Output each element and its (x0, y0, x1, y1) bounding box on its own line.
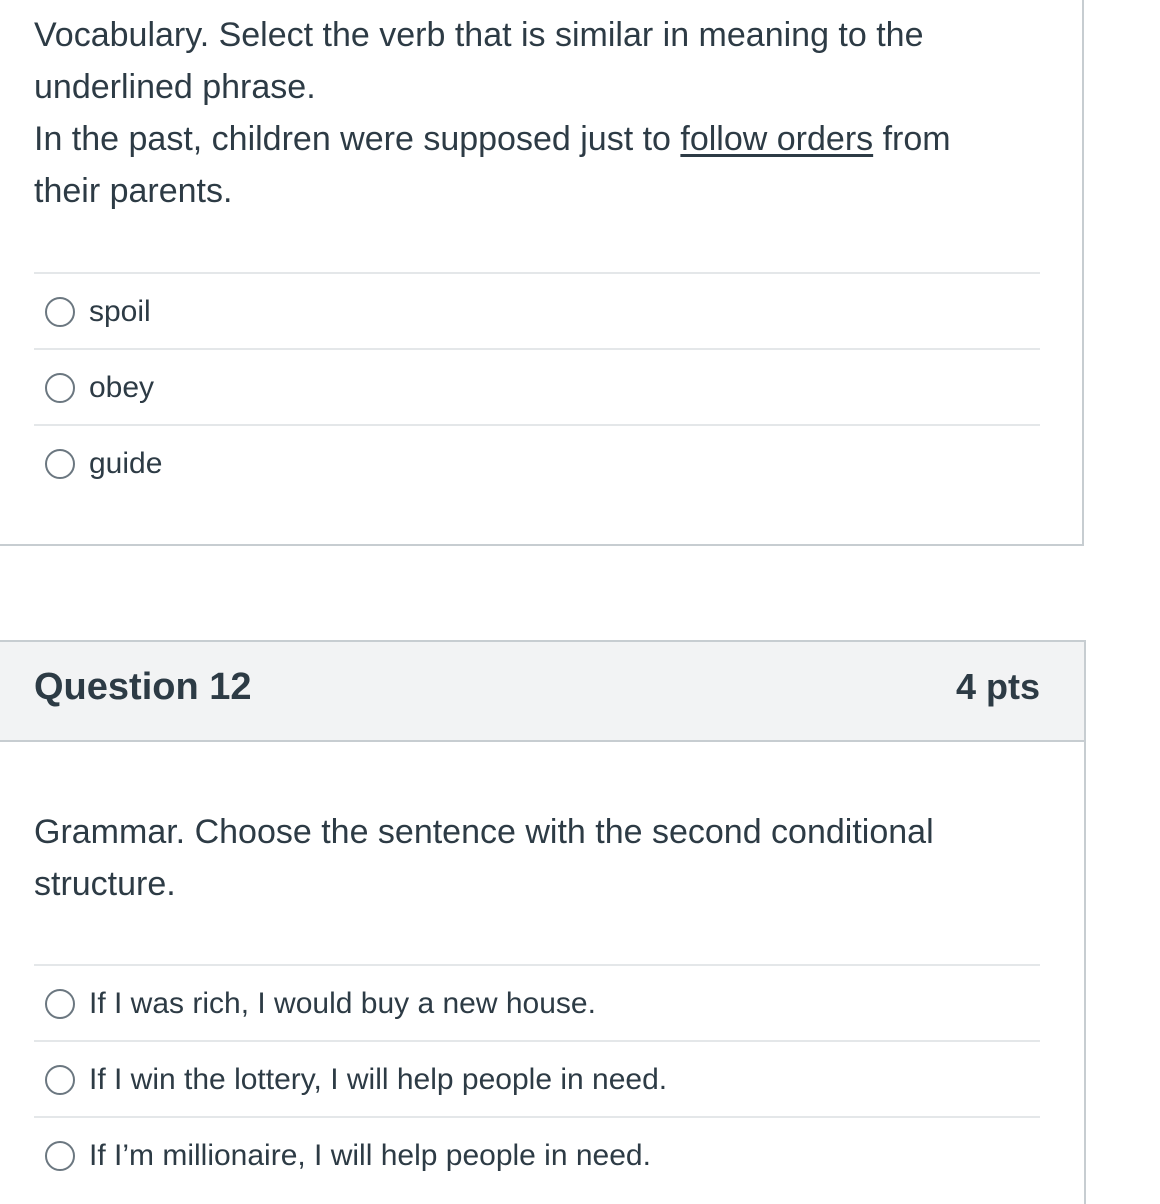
answer-label[interactable]: guide (89, 447, 163, 480)
question-points: 4 pts (955, 666, 1040, 707)
answer-label[interactable]: If I was rich, I would buy a new house. (89, 987, 596, 1020)
question-12-header (0, 642, 1084, 742)
question-title: Question 12 (34, 666, 252, 708)
answer-option-guide[interactable] (34, 424, 1040, 500)
answer-option-3[interactable] (34, 1116, 1040, 1192)
radio-button[interactable] (45, 1141, 75, 1171)
sentence-before: In the past, children were supposed just to (34, 120, 681, 158)
question-12-panel (0, 640, 1086, 1204)
radio-button[interactable] (45, 297, 75, 327)
question-11-text (34, 9, 994, 217)
radio-button[interactable] (45, 1065, 75, 1095)
question-11-panel (0, 0, 1084, 546)
answer-label[interactable]: obey (89, 371, 155, 404)
question-11-sentence (34, 113, 994, 217)
question-12-answers (34, 964, 1040, 1192)
answer-label[interactable]: If I win the lottery, I will help people in need. (89, 1063, 668, 1096)
answer-option-2[interactable] (34, 1040, 1040, 1116)
radio-button[interactable] (45, 989, 75, 1019)
question-11-prompt: Vocabulary. Select the verb that is similar in meaning to the underlined phrase. (34, 16, 924, 106)
question-12-text (34, 806, 994, 910)
radio-button[interactable] (45, 373, 75, 403)
sentence-after: from their parents. (34, 120, 951, 210)
answer-label[interactable]: spoil (89, 295, 151, 328)
answer-option-1[interactable] (34, 964, 1040, 1040)
answer-option-spoil[interactable] (34, 272, 1040, 348)
radio-button[interactable] (45, 449, 75, 479)
answer-option-obey[interactable] (34, 348, 1040, 424)
underlined-phrase: follow orders (680, 120, 874, 158)
question-12-prompt: Grammar. Choose the sentence with the second conditional structure. (34, 813, 934, 903)
question-11-answers (34, 272, 1040, 500)
answer-label[interactable]: If I’m millionaire, I will help people in need. (89, 1139, 651, 1172)
